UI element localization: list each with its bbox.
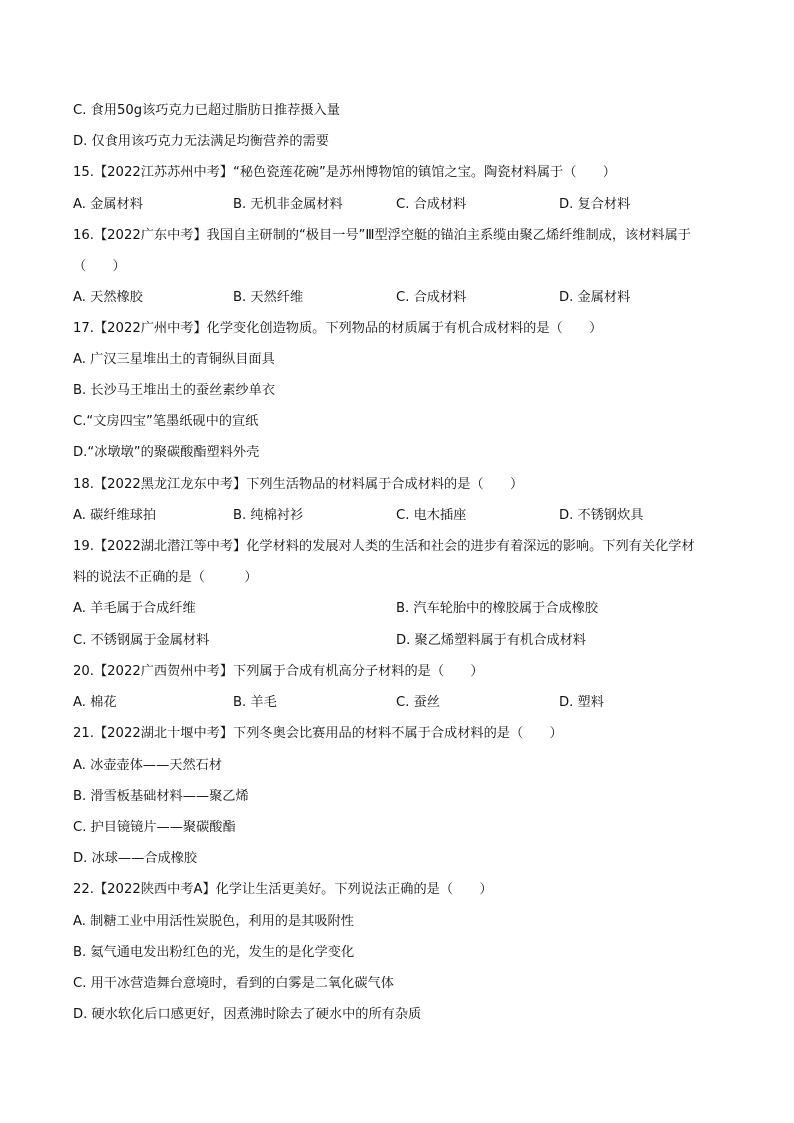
question-21-stem: 21.【2022湖北十堰中考】下列冬奥会比赛用品的材料不属于合成材料的是（ ）	[73, 726, 563, 741]
option-a: A. 金属材料	[73, 197, 143, 212]
option-d: D. 仅食用该巧克力无法满足均衡营养的需要	[73, 134, 329, 149]
option-d: D. 复合材料	[559, 197, 631, 212]
option-a: A. 羊毛属于合成纤维	[73, 601, 196, 616]
option-line	[73, 848, 733, 870]
option-line	[73, 755, 733, 777]
option-b: B. 天然纤维	[233, 290, 304, 305]
option-d: D. 金属材料	[559, 290, 631, 305]
question-17-stem: 17.【2022广州中考】化学变化创造物质。下列物品的材质属于有机合成材料的是（ ）	[73, 321, 603, 336]
option-line	[73, 100, 733, 122]
option-c: C. 护目镜镜片——聚碳酸酯	[73, 820, 236, 835]
option-b: B. 羊毛	[233, 695, 277, 710]
question-15-options	[73, 194, 733, 216]
option-d: D. 塑料	[559, 695, 604, 710]
option-d: D.“冰墩墩”的聚碳酸酯塑料外壳	[73, 445, 260, 460]
option-a: A. 冰壶壶体——天然石材	[73, 758, 223, 773]
question-19-options-row2	[73, 630, 733, 652]
option-c: C. 蚕丝	[396, 695, 440, 710]
option-line	[73, 380, 733, 402]
option-a: A. 制糖工业中用活性炭脱色，利用的是其吸附性	[73, 914, 354, 929]
option-b: B. 长沙马王堆出土的蚕丝素纱单衣	[73, 383, 276, 398]
option-a: A. 广汉三星堆出土的青铜纵目面具	[73, 352, 275, 367]
option-a: A. 棉花	[73, 695, 117, 710]
option-a: A. 天然橡胶	[73, 290, 143, 305]
option-line	[73, 131, 733, 153]
question-19-stem-cont: 料的说法不正确的是（ ）	[73, 570, 258, 585]
question-16-stem-cont: （ ）	[73, 259, 126, 274]
option-line	[73, 817, 733, 839]
option-c: C. 不锈钢属于金属材料	[73, 633, 210, 648]
question-19-options-row1	[73, 598, 733, 620]
question-22-stem: 22.【2022陕西中考A】化学让生活更美好。下列说法正确的是（ ）	[73, 882, 493, 897]
option-b: B. 纯棉衬衫	[233, 508, 304, 523]
option-d: D. 硬水软化后口感更好，因煮沸时除去了硬水中的所有杂质	[73, 1007, 422, 1022]
question-16-stem: 16.【2022广东中考】我国自主研制的“极目一号”Ⅲ型浮空艇的锚泊主系缆由聚乙烯纤维制成，该材料属于	[73, 228, 691, 243]
option-d: D. 不锈钢炊具	[559, 508, 644, 523]
option-line	[73, 786, 733, 808]
option-c: C. 合成材料	[396, 197, 467, 212]
option-a: A. 碳纤维球拍	[73, 508, 157, 523]
option-c: C. 食用50g该巧克力已超过脂肪日推荐摄入量	[73, 103, 340, 118]
option-c: C. 电木插座	[396, 508, 467, 523]
option-b: B. 无机非金属材料	[233, 197, 343, 212]
question-16-options	[73, 287, 733, 309]
option-b: B. 氦气通电发出粉红色的光，发生的是化学变化	[73, 945, 355, 960]
option-b: B. 滑雪板基础材料——聚乙烯	[73, 789, 249, 804]
option-line	[73, 942, 733, 964]
option-line	[73, 911, 733, 933]
option-line	[73, 442, 733, 464]
option-line	[73, 349, 733, 371]
question-18-stem: 18.【2022黑龙江龙东中考】下列生活物品的材料属于合成材料的是（ ）	[73, 477, 524, 492]
question-19-stem: 19.【2022湖北潜江等中考】化学材料的发展对人类的生活和社会的进步有着深远的影响。下列有关化学材	[73, 539, 695, 554]
option-d: D. 聚乙烯塑料属于有机合成材料	[396, 633, 586, 648]
option-c: C. 合成材料	[396, 290, 467, 305]
option-d: D. 冰球——合成橡胶	[73, 851, 198, 866]
question-18-options	[73, 505, 733, 527]
option-c: C.“文房四宝”笔墨纸砚中的宣纸	[73, 414, 259, 429]
option-line	[73, 411, 733, 433]
question-20-options	[73, 692, 733, 714]
option-c: C. 用干冰营造舞台意境时，看到的白雾是二氧化碳气体	[73, 976, 394, 991]
question-20-stem: 20.【2022广西贺州中考】下列属于合成有机高分子材料的是（ ）	[73, 664, 484, 679]
option-line	[73, 1004, 733, 1026]
option-b: B. 汽车轮胎中的橡胶属于合成橡胶	[396, 601, 599, 616]
option-line	[73, 973, 733, 995]
question-15-stem: 15.【2022江苏苏州中考】“秘色瓷莲花碗”是苏州博物馆的镇馆之宝。陶瓷材料属于（ ）	[73, 165, 616, 180]
